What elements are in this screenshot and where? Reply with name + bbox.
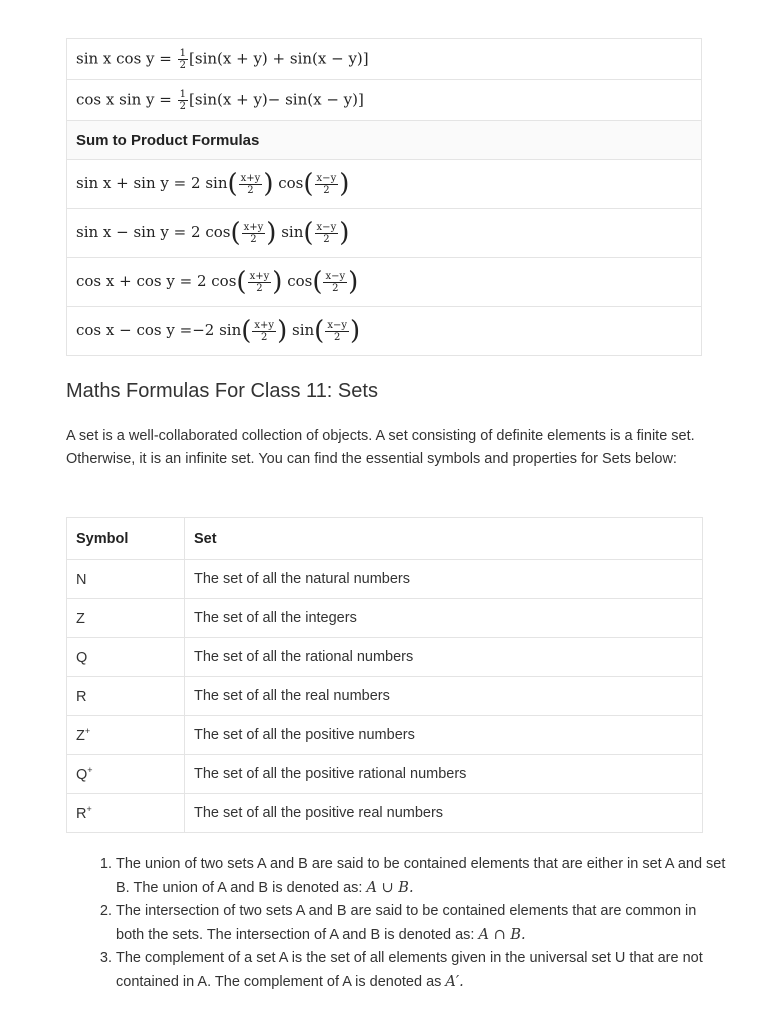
table-row [67, 560, 703, 599]
complement-notation: A′. [445, 973, 464, 990]
formula-lhs: sin x + sin y [76, 174, 169, 192]
formula-lhs: sin x − sin y [76, 223, 169, 241]
list-item: 1. The union of two sets A and B are said to be contained elements that are either in set A and set B. The union of A and B is denoted as: A ∪ B. [116, 853, 726, 900]
symbol-cell: Z+ [67, 716, 185, 755]
table-row [67, 638, 703, 677]
formula-lhs: sin x cos y [76, 49, 155, 67]
table-row [67, 716, 703, 755]
formula-row-sinx-cosy: sin x cos y = $\frac{1}{2}$ [sin(x + y) + sin(x − y)] [67, 39, 702, 80]
description-cell: The set of all the integers [185, 599, 703, 638]
formula-row-sin-minus-sin: sin x − sin y = 2 cos( $\frac{x+y}{2}$ ) sin( $\frac{x-y}{2}$ ) [67, 209, 702, 258]
fraction-half: $\frac{1}{2}$ [179, 88, 187, 112]
table-row [67, 755, 703, 794]
description-cell: The set of all the rational numbers [185, 638, 703, 677]
section-heading: Maths Formulas For Class 11: Sets [66, 380, 378, 402]
list-item: 3. The complement of a set A is the set of all elements given in the universal set U that are not contained in A. The complement of A is denoted as A′. [116, 947, 726, 994]
formula-lhs: cos x sin y [76, 90, 155, 108]
header-set: Set [185, 518, 703, 560]
symbol-cell: R+ [67, 794, 185, 833]
description-cell: The set of all the real numbers [185, 677, 703, 716]
table-row [67, 599, 703, 638]
set-properties-list [97, 853, 726, 994]
formula-rhs: [sin(x + y)− sin(x − y)] [189, 90, 364, 108]
header-symbol: Symbol [67, 518, 185, 560]
formula-row-cosx-siny: cos x sin y = $\frac{1}{2}$ [sin(x + y)− sin(x − y)] [67, 80, 702, 121]
formula-row-cos-plus-cos: cos x + cos y = 2 cos( $\frac{x+y}{2}$ ) cos( $\frac{x-y}{2}$ ) [67, 258, 702, 307]
table-header-row [67, 518, 703, 560]
description-cell: The set of all the positive rational numbers [185, 755, 703, 794]
union-notation: A ∪ B. [366, 879, 414, 896]
description-cell: The set of all the positive numbers [185, 716, 703, 755]
symbol-cell: Q [67, 638, 185, 677]
section-heading-row [67, 121, 702, 160]
intro-paragraph: A set is a well-collaborated collection of objects. A set consisting of definite elements is a finite set. Otherwise, it is an infinite set. You can find the essential symbols and properties for Sets below: [66, 428, 695, 467]
sum-to-product-heading: Sum to Product Formulas [67, 121, 702, 160]
fraction-half: $\frac{1}{2}$ [179, 47, 187, 71]
table-row [67, 677, 703, 716]
table-row [67, 794, 703, 833]
symbol-cell: Z [67, 599, 185, 638]
intersection-notation: A ∩ B. [478, 926, 526, 943]
list-item: 2. The intersection of two sets A and B are said to be contained elements that are common in both the sets. The intersection of A and B is denoted as: A ∩ B. [116, 900, 726, 947]
formula-row-sin-plus-sin: sin x + sin y = 2 sin( $\frac{x+y}{2}$ ) cos( $\frac{x-y}{2}$ ) [67, 160, 702, 209]
formula-row-cos-minus-cos: cos x − cos y =−2 sin( $\frac{x+y}{2}$ ) sin( $\frac{x-y}{2}$ ) [67, 307, 702, 356]
description-cell: The set of all the natural numbers [185, 560, 703, 599]
symbol-cell: N [67, 560, 185, 599]
formula-lhs: cos x − cos y [76, 321, 175, 339]
sets-symbol-table [66, 517, 703, 833]
trig-formula-table [66, 38, 702, 356]
symbol-cell: R [67, 677, 185, 716]
description-cell: The set of all the positive real numbers [185, 794, 703, 833]
symbol-cell: Q+ [67, 755, 185, 794]
formula-rhs: [sin(x + y) + sin(x − y)] [189, 49, 369, 67]
formula-lhs: cos x + cos y [76, 272, 175, 290]
